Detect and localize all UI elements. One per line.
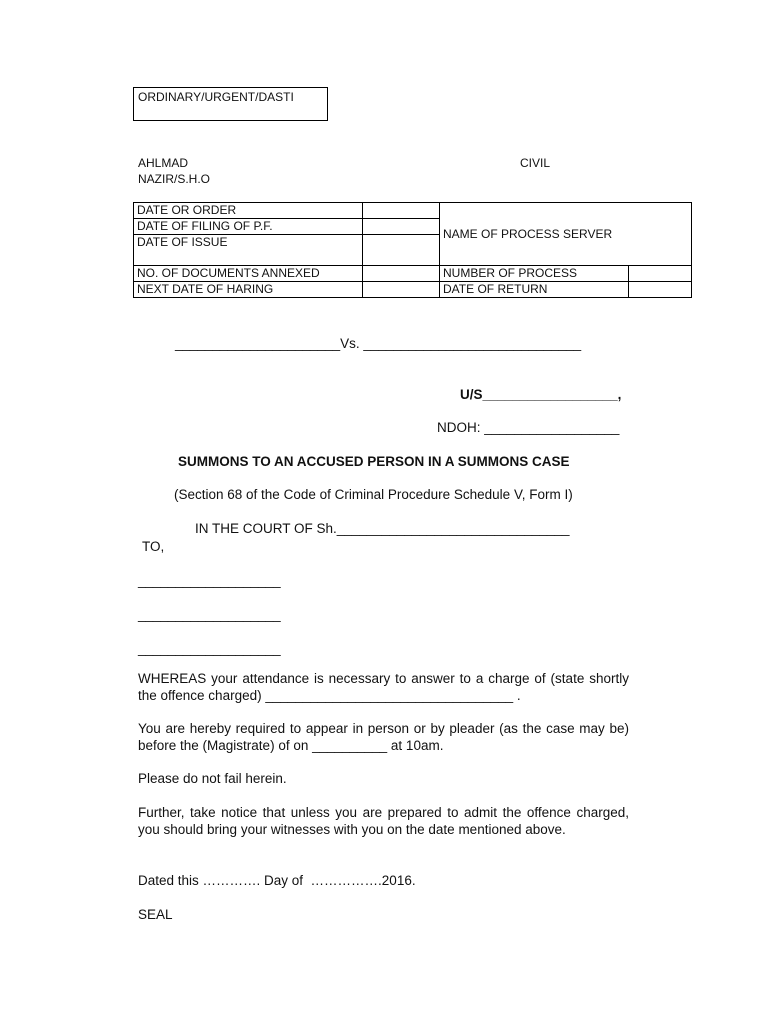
cell-next-date: NEXT DATE OF HARING (134, 282, 363, 298)
cell-num-docs: NO. OF DOCUMENTS ANNEXED (134, 266, 363, 282)
cell-num-process: NUMBER OF PROCESS (440, 266, 629, 282)
dated-line: Dated this …………. Day of …………….2016. (138, 873, 416, 888)
cell-num-process-value (629, 266, 692, 282)
parties-line: ______________________Vs. _____________________________ (175, 336, 582, 351)
cell-date-return-value (629, 282, 692, 298)
us-line: U/S__________________, (460, 387, 622, 402)
cell-date-filing-value (363, 219, 440, 235)
process-type-box (133, 87, 328, 121)
summons-title: SUMMONS TO AN ACCUSED PERSON IN A SUMMONS CASE (178, 454, 570, 469)
addressee-line-2: ___________________ (138, 607, 281, 622)
cell-name-process-server: NAME OF PROCESS SERVER (440, 203, 692, 266)
para-whereas: WHEREAS your attendance is necessary to answer to a charge of (state shortly the offence charged) _________________________________ . (138, 671, 629, 703)
header-nazir: NAZIR/S.H.O (138, 172, 211, 186)
cell-date-issue: DATE OF ISSUE (134, 235, 363, 266)
cell-date-filing: DATE OF FILING OF P.F. (134, 219, 363, 235)
header-ahlmad: AHLMAD (138, 156, 189, 170)
cell-date-order-value (363, 203, 440, 219)
cell-date-order: DATE OR ORDER (134, 203, 363, 219)
court-line: IN THE COURT OF Sh._______________________________ (195, 521, 570, 536)
para-notice: Further, take notice that unless you are prepared to admit the offence charged, you should bring your witnesses with you on the date mentioned above. (138, 805, 629, 837)
to-label: TO, (142, 539, 165, 554)
addressee-line-1: ___________________ (138, 573, 281, 588)
cell-date-return: DATE OF RETURN (440, 282, 629, 298)
cell-date-issue-value (363, 235, 440, 266)
header-civil: CIVIL (520, 156, 551, 170)
para-required: You are hereby required to appear in person or by pleader (as the case may be) before the (Magistrate) of on __________ at 10am. (138, 721, 629, 753)
cell-num-docs-value (363, 266, 440, 282)
summons-subtitle: (Section 68 of the Code of Criminal Procedure Schedule V, Form I) (174, 487, 573, 502)
ndoh-line: NDOH: __________________ (437, 420, 620, 435)
seal-label: SEAL (138, 907, 173, 922)
process-type-label: ORDINARY/URGENT/DASTI (138, 90, 294, 104)
addressee-line-3: ___________________ (138, 641, 281, 656)
para-do-not-fail: Please do not fail herein. (138, 771, 287, 786)
process-info-table (133, 202, 692, 298)
cell-next-date-value (363, 282, 440, 298)
